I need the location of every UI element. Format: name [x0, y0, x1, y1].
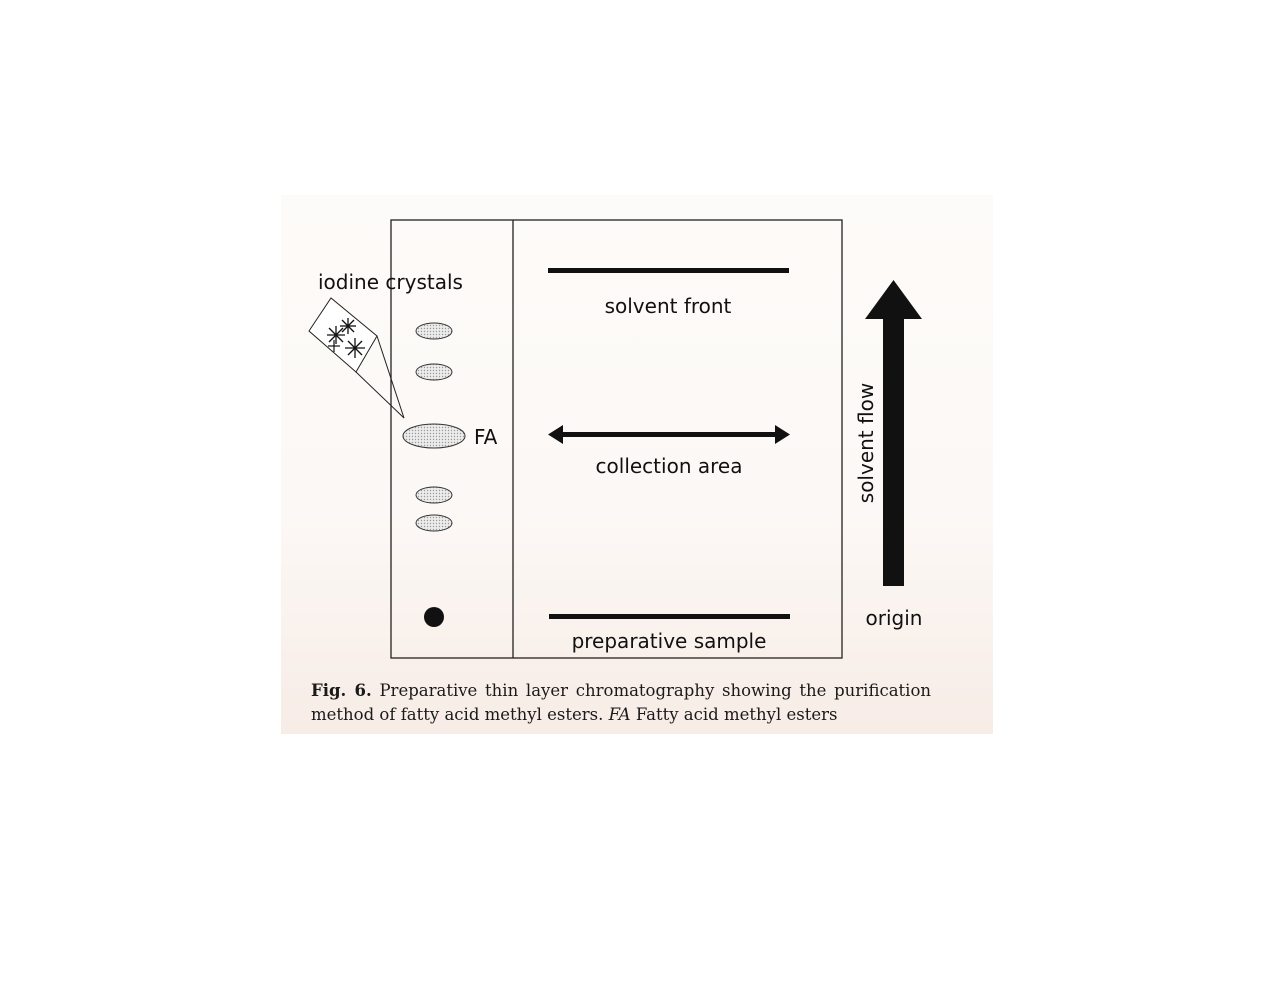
- lane-spot: [416, 487, 452, 503]
- caption-abbreviation: FA: [608, 705, 631, 724]
- iodine-crystals-label: iodine crystals: [318, 270, 463, 294]
- collection-area-arrow: [548, 425, 790, 444]
- fa-label: FA: [474, 425, 498, 449]
- preparative-sample-line: [549, 614, 790, 619]
- lane-spot: [416, 323, 452, 339]
- figure-caption: [311, 679, 931, 727]
- fa-spot: [403, 424, 465, 448]
- origin-label: origin: [865, 606, 923, 630]
- solvent-flow-label: solvent flow: [854, 382, 878, 504]
- caption-text: Preparative thin layer chromatography showing the purification method of fatty acid methyl esters.: [311, 681, 932, 724]
- iodine-crystal-icon: [327, 326, 345, 344]
- iodine-crystal-icon: [340, 318, 356, 334]
- origin-spot: [424, 607, 444, 627]
- lane-spot: [416, 364, 452, 380]
- caption-abbreviation-definition: Fatty acid methyl esters: [635, 705, 838, 724]
- solvent-front-line: [548, 268, 789, 273]
- iodine-crystal-container: [309, 298, 404, 418]
- preparative-sample-label: preparative sample: [571, 629, 767, 653]
- collection-area-label: collection area: [595, 454, 743, 478]
- solvent-front-label: solvent front: [604, 294, 732, 318]
- lane-spot: [416, 515, 452, 531]
- iodine-crystal-icon: [345, 338, 365, 358]
- caption-figure-number: Fig. 6.: [311, 681, 372, 700]
